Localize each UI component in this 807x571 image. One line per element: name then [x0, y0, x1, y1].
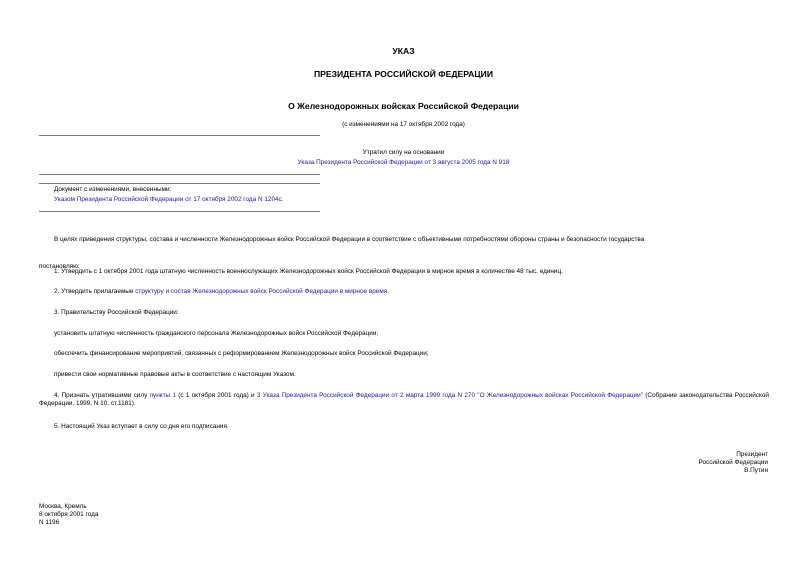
divider — [39, 183, 320, 184]
lost-force-link-row — [0, 159, 807, 167]
item-3-c: привести свои нормативные правовые акты в соответствие с настоящим Указом. — [54, 371, 296, 378]
signature-title: Президент — [736, 451, 768, 458]
decree-subject: О Железнодорожных войсках Российской Федерации — [288, 101, 519, 111]
item-4-link-decree[interactable]: Указа Президента Российской Федерации от 2 марта 1999 года N 270 "О Железнодорожных войсках Российской Федерации" — [262, 392, 643, 399]
item-1: 1. Утвердить с 1 октября 2001 года штатную численность военнослужащих Железнодорожных войск Российской Федерации в мирное время в количестве 48 тыс. единиц. — [54, 268, 563, 275]
item-3-a: установить штатную численность гражданского персонала Железнодорожных войск Российской Федерации; — [54, 330, 379, 337]
item-3-b: обеспечить финансирование мероприятий, связанных с реформированием Железнодорожных войск Российской Федерации; — [54, 350, 429, 357]
decree-issuer: ПРЕЗИДЕНТА РОССИЙСКОЙ ФЕДЕРАЦИИ — [313, 69, 494, 79]
divider — [39, 211, 320, 212]
signature-name: В.Путин — [744, 467, 768, 474]
decree-title: УКАЗ — [392, 46, 415, 56]
footer-block — [39, 503, 98, 527]
item-4-link-points[interactable]: пункты 1 — [149, 392, 176, 399]
amendments-note: (с изменениями на 17 октября 2002 года) — [342, 121, 465, 128]
item-4-suffix: (Собрание законодательства Российской Федерации, 1999, N 10, ст.1181). — [39, 392, 770, 407]
divider — [39, 174, 320, 175]
item-2-prefix: 2. Утвердить прилагаемые — [54, 288, 136, 295]
lost-force-text: Утратил силу на основании — [362, 149, 445, 156]
divider — [39, 135, 320, 136]
structure-link[interactable]: структуру и состав Железнодорожных войск Российской Федерации в мирное время — [135, 288, 388, 295]
item-5: 5. Настоящий Указ вступает в силу со дня его подписания. — [54, 423, 229, 430]
item-4-link-point3[interactable]: 3 — [256, 392, 261, 399]
lost-force-link[interactable]: Указа Президента Российской Федерации от 3 августа 2005 года N 918 — [297, 159, 510, 166]
footer-place: Москва, Кремль — [39, 503, 87, 510]
footer-number: N 1196 — [39, 519, 60, 526]
item-4-mid: (с 1 октября 2001 года) и — [175, 392, 257, 399]
footer-date: 8 октября 2001 года — [39, 511, 99, 518]
signature-block — [699, 451, 769, 475]
item-2-suffix: . — [387, 288, 389, 295]
item-4 — [39, 392, 769, 408]
changes-link-row — [54, 196, 284, 204]
item-2 — [54, 288, 769, 296]
item-3: 3. Правительству Российской Федерации: — [54, 309, 179, 316]
preamble: В целях приведения структуры, состава и численности Железнодорожных войск Российской Федерации в соответствие с объективными потребностями обороны страны и безопасности государства — [54, 236, 645, 243]
item-4-prefix: 4. Признать утратившими силу — [54, 392, 150, 399]
changes-label: Документ с изменениями, внесенными: — [54, 186, 172, 193]
signature-country: Российской Федерации — [698, 459, 768, 466]
changes-link[interactable]: Указом Президента Российской Федерации от 17 октября 2002 года N 1204с. — [54, 196, 284, 203]
decree-word: постановляю: — [39, 263, 80, 270]
